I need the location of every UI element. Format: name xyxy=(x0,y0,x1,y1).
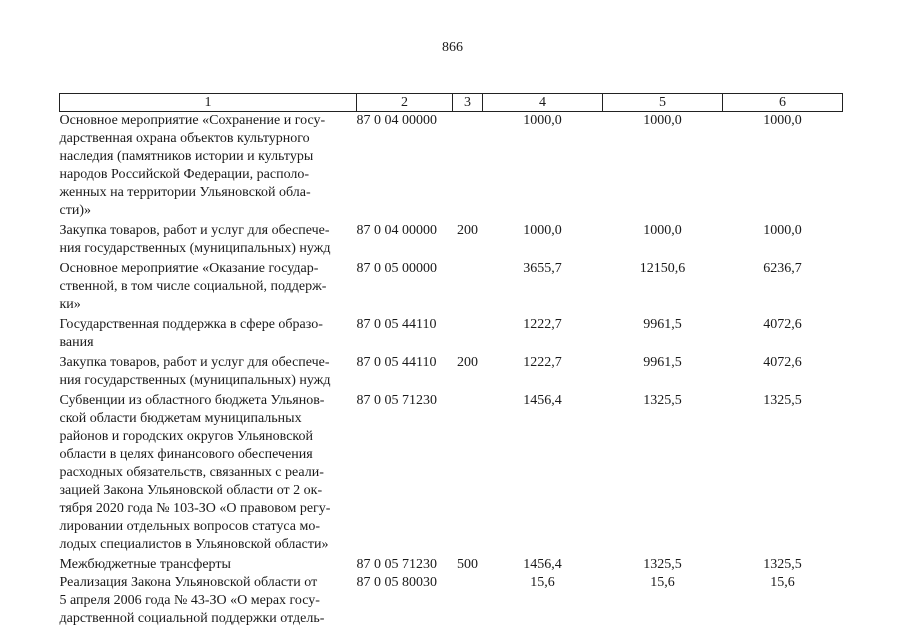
row-value-4: 1222,7 xyxy=(523,355,562,370)
row-value-5: 1000,0 xyxy=(643,223,682,238)
row-name: Государственная поддержка в сфере образо- вания xyxy=(59,317,323,350)
row-code: 87 0 05 71230 xyxy=(356,557,437,572)
row-name: Основное мероприятие «Сохранение и госу- дарственная охрана объектов культурного наследия (памятников истории и культуры народов Российской Федерации, располо- женных на территории Ульяновской обла- сти)» xyxy=(59,113,326,218)
row-value-4: 1000,0 xyxy=(523,223,562,238)
column-header: 4 xyxy=(483,94,603,112)
table-row xyxy=(60,222,843,260)
row-name: Межбюджетные трансферты xyxy=(59,557,231,572)
row-type xyxy=(453,574,483,628)
row-type xyxy=(453,112,483,223)
row-value-6: 1325,5 xyxy=(763,557,802,572)
row-value-4: 15,6 xyxy=(530,575,555,590)
column-header: 6 xyxy=(723,94,843,112)
row-code: 87 0 05 71230 xyxy=(356,393,437,408)
row-value-5: 1000,0 xyxy=(643,113,682,128)
row-value-6: 1000,0 xyxy=(763,113,802,128)
page-number: 866 xyxy=(442,40,463,55)
row-value-6: 4072,6 xyxy=(763,317,802,332)
table-row xyxy=(60,112,843,223)
column-header: 2 xyxy=(357,94,453,112)
column-header: 1 xyxy=(60,94,357,112)
row-value-5: 9961,5 xyxy=(643,355,682,370)
row-type: 500 xyxy=(457,557,478,572)
row-value-4: 1456,4 xyxy=(523,557,562,572)
row-value-4: 1000,0 xyxy=(523,113,562,128)
row-code: 87 0 04 00000 xyxy=(356,113,437,128)
row-code: 87 0 05 44110 xyxy=(356,355,437,370)
table-row xyxy=(60,260,843,316)
row-value-4: 1222,7 xyxy=(523,317,562,332)
column-header: 3 xyxy=(453,94,483,112)
row-value-6: 1325,5 xyxy=(763,393,802,408)
row-value-4: 1456,4 xyxy=(523,393,562,408)
table-row xyxy=(60,392,843,556)
row-code: 87 0 05 00000 xyxy=(356,261,437,276)
row-name: Реализация Закона Ульяновской области от 5 апреля 2006 года № 43-ЗО «О мерах госу- дарственной социальной поддержки отдель- xyxy=(59,575,325,626)
row-type: 200 xyxy=(457,223,478,238)
row-value-6: 4072,6 xyxy=(763,355,802,370)
column-header: 5 xyxy=(603,94,723,112)
row-type xyxy=(453,260,483,316)
row-type: 200 xyxy=(457,355,478,370)
row-value-6: 15,6 xyxy=(770,575,795,590)
header-row xyxy=(60,94,843,112)
row-type xyxy=(453,392,483,556)
row-name: Закупка товаров, работ и услуг для обеспече- ния государственных (муниципальных) нужд xyxy=(59,223,331,256)
row-value-5: 9961,5 xyxy=(643,317,682,332)
budget-table xyxy=(59,93,843,628)
row-value-4: 3655,7 xyxy=(523,261,562,276)
row-name: Закупка товаров, работ и услуг для обеспече- ния государственных (муниципальных) нужд xyxy=(59,355,331,388)
table-row xyxy=(60,316,843,354)
row-type xyxy=(453,316,483,354)
row-value-5: 15,6 xyxy=(650,575,675,590)
row-value-5: 1325,5 xyxy=(643,557,682,572)
table-row xyxy=(60,574,843,628)
table-row xyxy=(60,556,843,574)
row-code: 87 0 05 44110 xyxy=(356,317,437,332)
row-value-6: 6236,7 xyxy=(763,261,802,276)
row-code: 87 0 04 00000 xyxy=(356,223,437,238)
row-value-5: 12150,6 xyxy=(639,261,686,276)
row-name: Субвенции из областного бюджета Ульянов- ской области бюджетам муниципальных районов и городских округов Ульяновской области в целях финансового обеспечения расходных обязательств, связанных с реали- зацией Закона Ульяновской области от 2 ок- тября 2020 года № 103-ЗО «О правовом регу- лировании отдельных вопросов статуса мо- лодых специалистов в Ульяновской области» xyxy=(59,393,331,552)
row-code: 87 0 05 80030 xyxy=(356,575,437,590)
row-name: Основное мероприятие «Оказание государ- ственной, в том числе социальной, поддерж- ки» xyxy=(59,261,327,312)
row-value-6: 1000,0 xyxy=(763,223,802,238)
row-value-5: 1325,5 xyxy=(643,393,682,408)
table-row xyxy=(60,354,843,392)
